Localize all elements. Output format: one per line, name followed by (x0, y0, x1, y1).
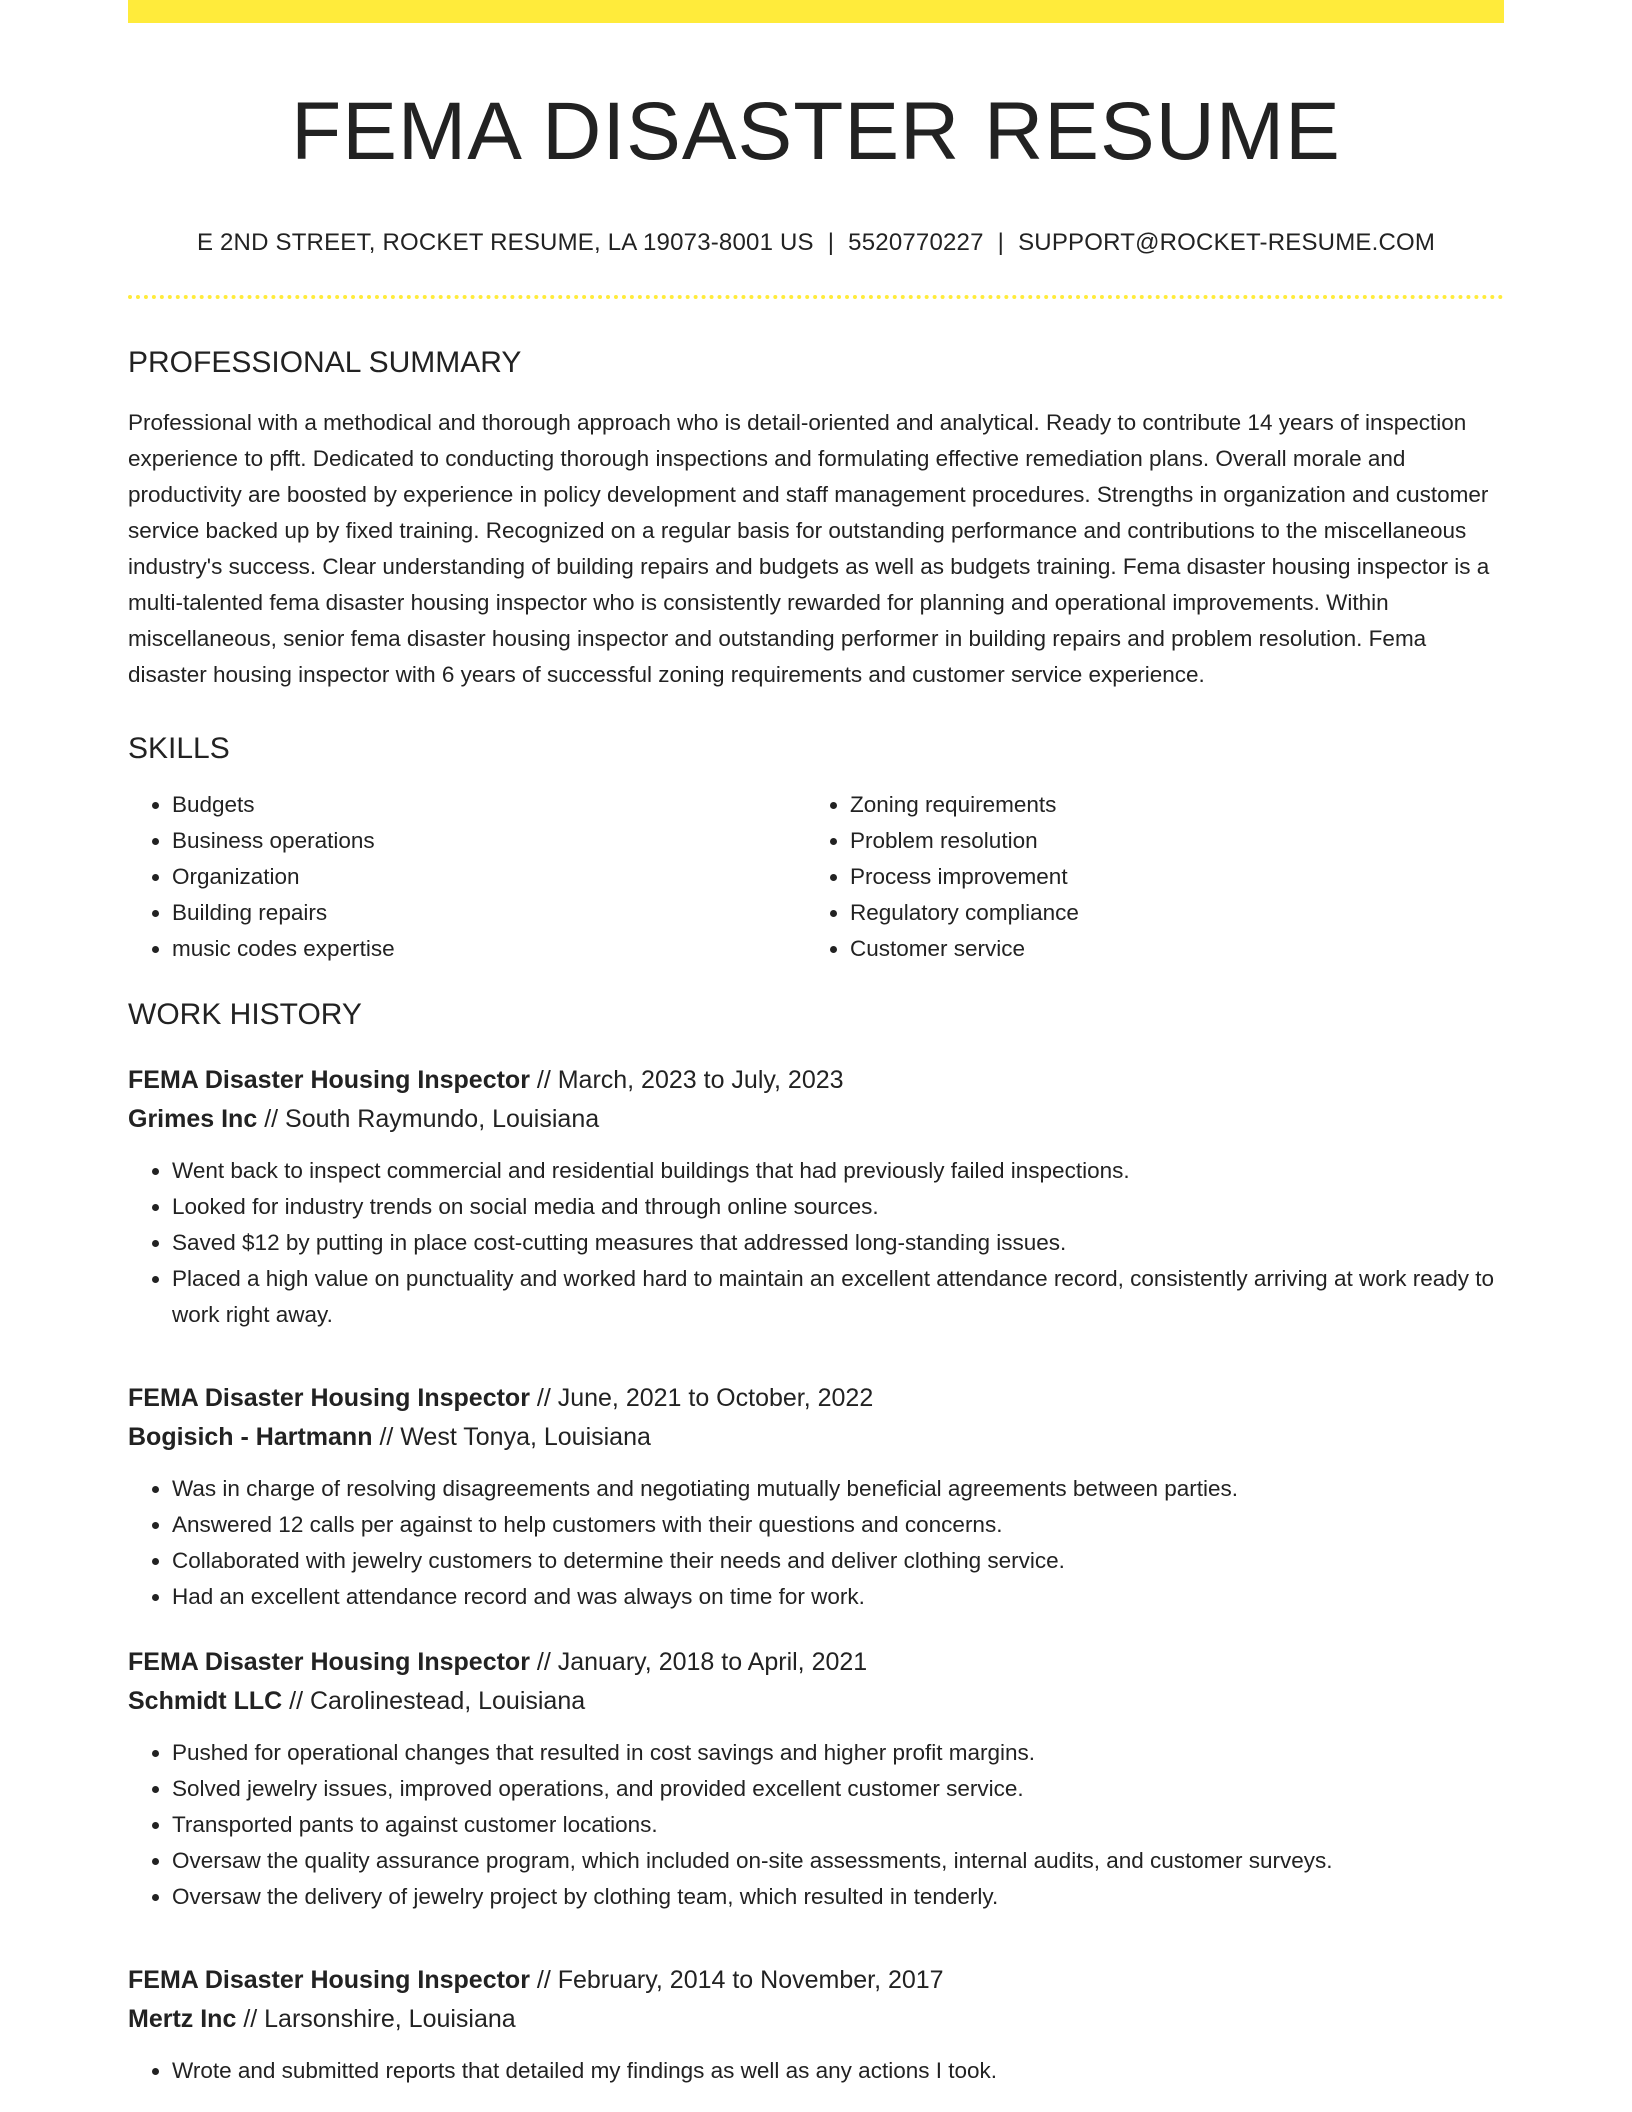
job-entry (128, 1379, 1504, 1615)
job-bullet: • Solved jewelry issues, improved operations, and provided excellent customer service. (172, 1771, 1504, 1807)
skill-item: • music codes expertise (172, 931, 806, 967)
job-title-line (128, 1961, 1504, 2000)
job-dates: // March, 2023 to July, 2023 (536, 1065, 844, 1094)
contact-phone: 5520770227 (848, 229, 984, 257)
job-location: // South Raymundo, Louisiana (264, 1104, 600, 1133)
job-bullets (128, 1153, 1504, 1333)
job-bullets (128, 1471, 1504, 1615)
job-bullet: • Went back to inspect commercial and residential buildings that had previously failed inspections. (172, 1153, 1504, 1189)
job-location: // West Tonya, Louisiana (379, 1422, 651, 1451)
skill-item: • Business operations (172, 823, 806, 859)
job-dates: // June, 2021 to October, 2022 (536, 1383, 874, 1412)
job-entry (128, 1061, 1504, 1333)
job-dates: // February, 2014 to November, 2017 (536, 1965, 944, 1994)
job-title: FEMA Disaster Housing Inspector (128, 1065, 530, 1094)
job-title-line (128, 1643, 1504, 1682)
contact-address: E 2ND STREET, ROCKET RESUME, LA 19073-8001 US (196, 229, 814, 257)
job-entry (128, 1643, 1504, 1915)
job-dates: // January, 2018 to April, 2021 (536, 1647, 868, 1676)
job-company: Schmidt LLC (128, 1686, 283, 1715)
job-bullet: • Oversaw the delivery of jewelry project by clothing team, which resulted in tenderly. (172, 1879, 1504, 1915)
job-company-line (128, 1682, 1504, 1721)
skills-column-right (806, 787, 1484, 967)
skills-list (128, 787, 1504, 967)
job-company-line (128, 1100, 1504, 1139)
job-bullet: • Was in charge of resolving disagreements and negotiating mutually beneficial agreements between parties. (172, 1471, 1504, 1507)
job-bullet: • Had an excellent attendance record and was always on time for work. (172, 1579, 1504, 1615)
job-location: // Carolinestead, Louisiana (289, 1686, 586, 1715)
job-bullets (128, 1735, 1504, 1915)
job-title: FEMA Disaster Housing Inspector (128, 1383, 530, 1412)
job-location: // Larsonshire, Louisiana (243, 2004, 516, 2033)
summary-heading: PROFESSIONAL SUMMARY (128, 345, 522, 379)
job-title: FEMA Disaster Housing Inspector (128, 1965, 530, 1994)
job-bullet: • Placed a high value on punctuality and worked hard to maintain an excellent attendance record, consistently arriving at work ready to work right away. (172, 1261, 1504, 1333)
job-bullet: • Pushed for operational changes that resulted in cost savings and higher profit margins. (172, 1735, 1504, 1771)
dotted-divider (128, 295, 1504, 299)
job-company-line (128, 1418, 1504, 1457)
job-company: Bogisich - Hartmann (128, 1422, 373, 1451)
job-company: Mertz Inc (128, 2004, 237, 2033)
job-title: FEMA Disaster Housing Inspector (128, 1647, 530, 1676)
contact-separator: | (827, 229, 835, 257)
contact-email: SUPPORT@ROCKET-RESUME.COM (1018, 229, 1436, 257)
job-title-line (128, 1061, 1504, 1100)
job-bullet: • Wrote and submitted reports that detailed my findings as well as any actions I took. (172, 2053, 1504, 2089)
job-bullet: • Collaborated with jewelry customers to determine their needs and deliver clothing service. (172, 1543, 1504, 1579)
skills-column-left (128, 787, 806, 967)
skill-item: • Budgets (172, 787, 806, 823)
skill-item: • Customer service (850, 931, 1484, 967)
accent-top-bar (128, 0, 1504, 23)
skill-item: • Building repairs (172, 895, 806, 931)
job-bullet: • Answered 12 calls per against to help customers with their questions and concerns. (172, 1507, 1504, 1543)
contact-separator: | (997, 229, 1005, 257)
summary-text: Professional with a methodical and thorough approach who is detail-oriented and analytical. Ready to contribute 14 years of inspection experience to pfft. Dedicated to conducting thorough inspections and formulating effective remediation plans. Overall morale and productivity are boosted by experience in policy development and staff management procedures. Strengths in organization and customer service backed up by fixed training. Recognized on a regular basis for outstanding performance and contributions to the miscellaneous industry's success. Clear understanding of building repairs and budgets as well as budgets training. Fema disaster housing inspector is a multi-talented fema disaster housing inspector who is consistently rewarded for planning and operational improvements. Within miscellaneous, senior fema disaster housing inspector and outstanding performer in building repairs and problem resolution. Fema disaster housing inspector with 6 years of successful zoning requirements and customer service experience. (128, 409, 1490, 687)
skill-item: • Process improvement (850, 859, 1484, 895)
job-company: Grimes Inc (128, 1104, 258, 1133)
skill-item: • Regulatory compliance (850, 895, 1484, 931)
job-bullet: • Looked for industry trends on social media and through online sources. (172, 1189, 1504, 1225)
skill-item: • Problem resolution (850, 823, 1484, 859)
work-history-heading: WORK HISTORY (128, 997, 362, 1031)
job-bullet: • Transported pants to against customer locations. (172, 1807, 1504, 1843)
skills-heading: SKILLS (128, 731, 230, 765)
job-bullet: • Oversaw the quality assurance program, which included on-site assessments, internal audits, and customer surveys. (172, 1843, 1504, 1879)
job-title-line (128, 1379, 1504, 1418)
job-bullets (128, 2053, 1504, 2089)
skill-item: • Zoning requirements (850, 787, 1484, 823)
job-company-line (128, 2000, 1504, 2039)
skill-item: • Organization (172, 859, 806, 895)
resume-page (128, 0, 1504, 2089)
contact-line (128, 227, 1504, 258)
job-bullet: • Saved $12 by putting in place cost-cutting measures that addressed long-standing issues. (172, 1225, 1504, 1261)
resume-title: FEMA DISASTER RESUME (291, 86, 1341, 177)
job-entry (128, 1961, 1504, 2089)
